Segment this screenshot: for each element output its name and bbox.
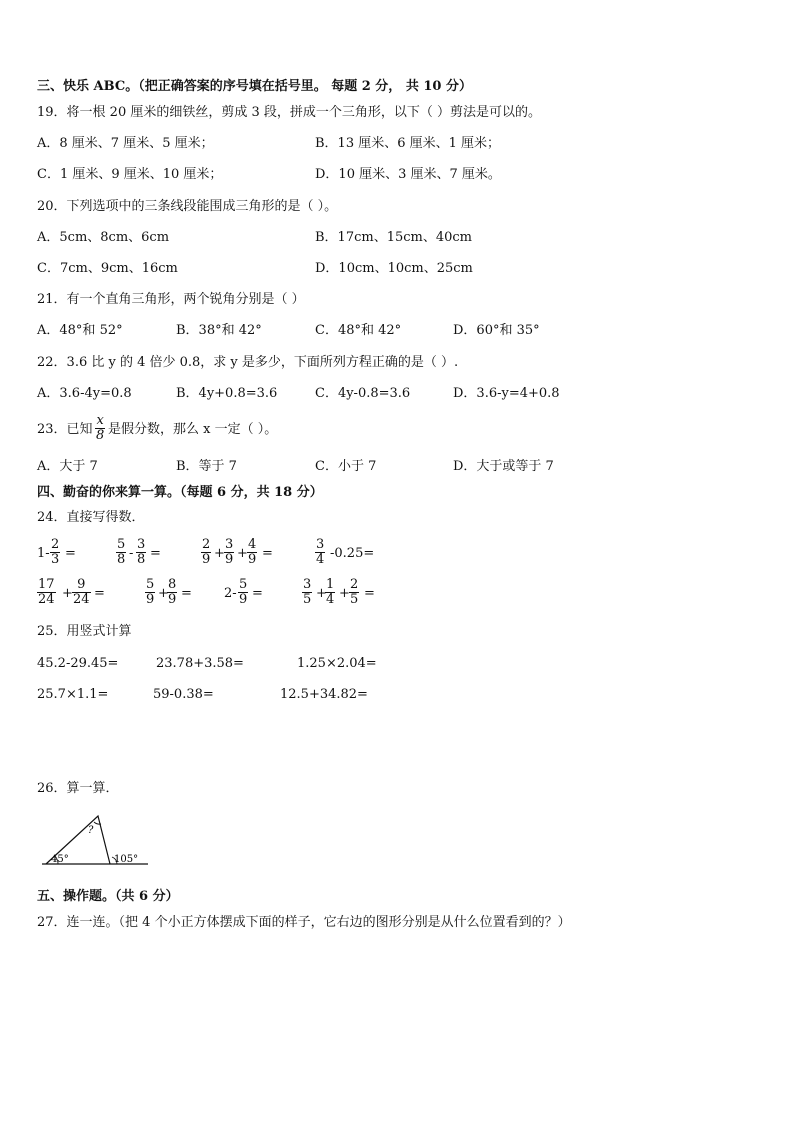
- q19-option-c: C．1 厘米、9 厘米、10 厘米；: [37, 167, 223, 182]
- q24-e4-fraction: $\frac{3}{4}$: [316, 537, 325, 567]
- q19-option-a: A．8 厘米、7 厘米、5 厘米；: [37, 136, 214, 151]
- section-5-title: 五、操作题。（共 6 分）: [37, 889, 179, 904]
- q24-e5-operator: +: [62, 586, 73, 601]
- q21-option-c: C．48°和 42°: [315, 323, 402, 338]
- q22-option-a: A．3.6-4y=0.8: [37, 386, 132, 401]
- q24-e6-equals: =: [181, 586, 192, 601]
- q24-e6-fraction-1: $\frac{5}{9}$: [146, 577, 155, 607]
- q24-e3-operator-1: +: [214, 546, 225, 561]
- q24-e8-fraction-2: $\frac{1}{4}$: [326, 577, 335, 607]
- q24-e1-prefix: 1-: [37, 546, 50, 561]
- q24-e4-suffix: -0.25=: [330, 546, 375, 561]
- q24-e5-equals: =: [94, 586, 105, 601]
- q20-option-d: D．10cm、10cm、25cm: [315, 261, 473, 276]
- q24-e5-fraction-1: $\frac{17}{24}$: [38, 577, 55, 607]
- q24-e5-fraction-2: $\frac{9}{24}$: [73, 577, 90, 607]
- q24-e8-operator-1: +: [316, 586, 327, 601]
- q21-option-b: B．38°和 42°: [176, 323, 262, 338]
- q24-e3-equals: =: [262, 546, 273, 561]
- q22-stem: 22．3.6 比 y 的 4 倍少 0.8，求 y 是多少，下面所列方程正确的是（ ）.: [37, 355, 459, 370]
- q24-e1-equals: =: [65, 546, 76, 561]
- q26-angle-top-label: ?: [88, 825, 94, 836]
- q24-e3-fraction-2: $\frac{3}{9}$: [225, 537, 234, 567]
- q20-option-a: A．5cm、8cm、6cm: [37, 230, 170, 245]
- q21-option-a: A．48°和 52°: [37, 323, 123, 338]
- section-3-title: 三、快乐 ABC。（把正确答案的序号填在括号里。 每题 2 分， 共 10 分）: [37, 79, 472, 94]
- q24-e7-equals: =: [252, 586, 263, 601]
- q20-option-c: C．7cm、9cm、16cm: [37, 261, 178, 276]
- q23-option-c: C．小于 7: [315, 459, 377, 474]
- q19-option-d: D．10 厘米、3 厘米、7 厘米。: [315, 167, 501, 182]
- q25-calc-6: 12.5+34.82=: [280, 687, 368, 702]
- q24-e2-fraction-1: $\frac{5}{8}$: [117, 537, 126, 567]
- q24-e2-fraction-2: $\frac{3}{8}$: [137, 537, 146, 567]
- q21-option-d: D．60°和 35°: [453, 323, 540, 338]
- q24-e2-operator: -: [129, 546, 134, 561]
- q19-stem: 19．将一根 20 厘米的细铁丝，剪成 3 段，拼成一个三角形，以下（ ）剪法是可以的。: [37, 105, 542, 120]
- q22-option-d: D．3.6-y=4+0.8: [453, 386, 560, 401]
- q26-angle-ext-label: 105°: [114, 854, 139, 865]
- q25-calc-2: 23.78+3.58=: [156, 656, 244, 671]
- q25-calc-5: 59-0.38=: [153, 687, 214, 702]
- q25-calc-3: 1.25×2.04=: [297, 656, 377, 671]
- q24-e7-fraction: $\frac{5}{9}$: [239, 577, 248, 607]
- q21-stem: 21．有一个直角三角形，两个锐角分别是（ ）: [37, 292, 305, 307]
- q25-calc-1: 45.2-29.45=: [37, 656, 119, 671]
- q24-e3-fraction-1: $\frac{2}{9}$: [202, 537, 211, 567]
- q24-e3-operator-2: +: [237, 546, 248, 561]
- q24-e8-operator-2: +: [339, 586, 350, 601]
- section-4-title: 四、勤奋的你来算一算。（每题 6 分，共 18 分）: [37, 485, 323, 500]
- q24-e7-prefix: 2-: [224, 586, 237, 601]
- q24-e8-fraction-1: $\frac{3}{5}$: [303, 577, 312, 607]
- q24-e8-equals: =: [364, 586, 375, 601]
- q24-e6-fraction-2: $\frac{8}{9}$: [168, 577, 177, 607]
- q25-calc-4: 25.7×1.1=: [37, 687, 109, 702]
- q20-stem: 20．下列选项中的三条线段能围成三角形的是（ ）。: [37, 199, 338, 214]
- q22-option-b: B．4y+0.8=3.6: [176, 386, 278, 401]
- q23-suffix: 是假分数，那么 x 一定（ ）。: [108, 422, 278, 437]
- q23-option-a: A．大于 7: [37, 459, 98, 474]
- q27-stem: 27．连一连。（把 4 个小正方体摆成下面的样子，它右边的图形分别是从什么位置看到的？）: [37, 915, 571, 930]
- q20-option-b: B．17cm、15cm、40cm: [315, 230, 473, 245]
- q23-option-d: D．大于或等于 7: [453, 459, 554, 474]
- q26-stem: 26．算一算．: [37, 781, 119, 796]
- q26-triangle-figure: [40, 808, 150, 870]
- q19-option-b: B．13 厘米、6 厘米、1 厘米；: [315, 136, 501, 151]
- q24-e8-fraction-3: $\frac{2}{5}$: [350, 577, 359, 607]
- q24-e3-fraction-3: $\frac{4}{9}$: [248, 537, 257, 567]
- q24-e1-fraction: $\frac{2}{3}$: [51, 537, 60, 567]
- q23-option-b: B．等于 7: [176, 459, 237, 474]
- q25-stem: 25．用竖式计算: [37, 624, 132, 639]
- q26-angle-left-label: 45°: [51, 854, 69, 865]
- q23-fraction-denominator: 8: [96, 428, 105, 443]
- q22-option-c: C．4y-0.8=3.6: [315, 386, 411, 401]
- q24-e2-equals: =: [150, 546, 161, 561]
- q24-e6-operator: +: [158, 586, 169, 601]
- q23-prefix: 23．已知: [37, 422, 93, 437]
- q23-fraction-numerator: x: [96, 413, 104, 428]
- q23-fraction: [95, 414, 105, 443]
- q24-stem: 24．直接写得数．: [37, 510, 145, 525]
